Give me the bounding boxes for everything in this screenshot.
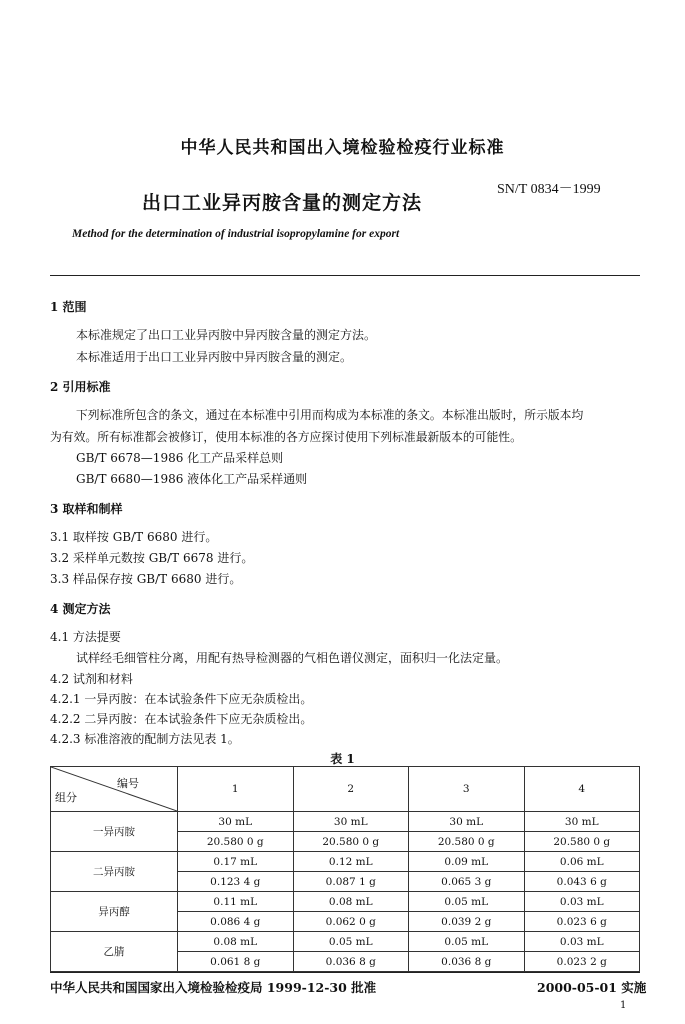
table-cell: 30 mL bbox=[178, 812, 294, 832]
section-2-paragraph-line-2: 为有效。所有标准都会被修订，使用本标准的各方应探讨使用下列标准最新版本的可能性。 bbox=[50, 430, 522, 444]
footer-rule bbox=[50, 972, 640, 973]
table-row bbox=[51, 892, 640, 912]
standard-solution-table bbox=[50, 766, 640, 972]
table-cell: 0.061 8 g bbox=[178, 952, 294, 972]
table-1-caption: 表 1 bbox=[330, 752, 355, 766]
clause-4-2-1: 4.2.1 一异丙胺：在本试验条件下应无杂质检出。 bbox=[50, 692, 313, 706]
table-cell: 0.123 4 g bbox=[178, 872, 294, 892]
clause-4-2: 4.2 试剂和材料 bbox=[50, 672, 133, 686]
table-cell: 0.05 mL bbox=[409, 932, 525, 952]
table-cell: 0.039 2 g bbox=[409, 912, 525, 932]
implementation-date: 2000-05-01 实施 bbox=[537, 980, 647, 995]
table-cell: 0.023 2 g bbox=[524, 952, 640, 972]
table-row bbox=[51, 812, 640, 832]
table-cell: 0.086 4 g bbox=[178, 912, 294, 932]
clause-4-2-2: 4.2.2 二异丙胺：在本试验条件下应无杂质检出。 bbox=[50, 712, 313, 726]
document-title: 出口工业异丙胺含量的测定方法 bbox=[142, 192, 423, 214]
column-header-4: 4 bbox=[524, 767, 640, 812]
section-1-paragraph-2: 本标准适用于出口工业异丙胺中异丙胺含量的测定。 bbox=[76, 350, 353, 364]
table-cell: 0.036 8 g bbox=[293, 952, 409, 972]
standard-code: SN/T 0834－1999 bbox=[497, 182, 601, 197]
table-cell: 0.065 3 g bbox=[409, 872, 525, 892]
table-cell: 0.09 mL bbox=[409, 852, 525, 872]
table-cell: 0.036 8 g bbox=[409, 952, 525, 972]
column-header-1: 1 bbox=[178, 767, 294, 812]
table-row bbox=[51, 932, 640, 952]
table-cell: 0.05 mL bbox=[409, 892, 525, 912]
table-cell: 0.08 mL bbox=[178, 932, 294, 952]
clause-3-1: 3.1 取样按 GB/T 6680 进行。 bbox=[50, 530, 218, 544]
table-cell: 20.580 0 g bbox=[178, 832, 294, 852]
table-cell: 30 mL bbox=[409, 812, 525, 832]
table-cell: 20.580 0 g bbox=[524, 832, 640, 852]
table-header-row bbox=[51, 767, 640, 812]
column-header-2: 2 bbox=[293, 767, 409, 812]
corner-label-number: 编号 bbox=[117, 777, 139, 790]
column-header-3: 3 bbox=[409, 767, 525, 812]
table-cell: 0.03 mL bbox=[524, 892, 640, 912]
table-cell: 0.03 mL bbox=[524, 932, 640, 952]
section-2-paragraph-line-1: 下列标准所包含的条文，通过在本标准中引用而构成为本标准的条文。本标准出版时，所示版本均 bbox=[76, 408, 584, 422]
row-label: 一异丙胺 bbox=[51, 812, 178, 852]
table-row bbox=[51, 852, 640, 872]
page-number: 1 bbox=[620, 1000, 627, 1011]
table-cell: 30 mL bbox=[293, 812, 409, 832]
industry-standard-title: 中华人民共和国出入境检验检疫行业标准 bbox=[180, 138, 505, 158]
approval-statement: 中华人民共和国国家出入境检验检疫局 1999-12-30 批准 bbox=[50, 980, 377, 995]
section-2-heading: 2 引用标准 bbox=[50, 380, 111, 394]
table-cell: 0.11 mL bbox=[178, 892, 294, 912]
row-label: 乙腈 bbox=[51, 932, 178, 972]
row-label: 异丙醇 bbox=[51, 892, 178, 932]
table-cell: 20.580 0 g bbox=[293, 832, 409, 852]
table-cell: 20.580 0 g bbox=[409, 832, 525, 852]
table-cell: 0.17 mL bbox=[178, 852, 294, 872]
table-cell: 0.08 mL bbox=[293, 892, 409, 912]
table-cell: 0.06 mL bbox=[524, 852, 640, 872]
clause-3-2: 3.2 采样单元数按 GB/T 6678 进行。 bbox=[50, 551, 254, 565]
section-4-heading: 4 测定方法 bbox=[50, 602, 111, 616]
table-cell: 30 mL bbox=[524, 812, 640, 832]
clause-4-2-3: 4.2.3 标准溶液的配制方法见表 1。 bbox=[50, 732, 240, 746]
clause-4-1-paragraph: 试样经毛细管柱分离，用配有热导检测器的气相色谱仪测定，面积归一化法定量。 bbox=[76, 651, 509, 665]
corner-label-component: 组分 bbox=[55, 791, 77, 804]
clause-3-3: 3.3 样品保存按 GB/T 6680 进行。 bbox=[50, 572, 242, 586]
clause-4-1: 4.1 方法提要 bbox=[50, 630, 121, 644]
table-cell: 0.12 mL bbox=[293, 852, 409, 872]
english-title: Method for the determination of industrial isopropylamine for export bbox=[72, 228, 400, 240]
table-corner-cell bbox=[51, 767, 178, 812]
table-cell: 0.087 1 g bbox=[293, 872, 409, 892]
section-3-heading: 3 取样和制样 bbox=[50, 502, 123, 516]
table-cell: 0.023 6 g bbox=[524, 912, 640, 932]
reference-gb-6678: GB/T 6678—1986 化工产品采样总则 bbox=[76, 451, 284, 465]
section-1-paragraph-1: 本标准规定了出口工业异丙胺中异丙胺含量的测定方法。 bbox=[76, 328, 377, 342]
table-cell: 0.043 6 g bbox=[524, 872, 640, 892]
table-cell: 0.062 0 g bbox=[293, 912, 409, 932]
header-rule bbox=[50, 275, 640, 276]
reference-gb-6680: GB/T 6680—1986 液体化工产品采样通则 bbox=[76, 472, 308, 486]
section-1-heading: 1 范围 bbox=[50, 300, 87, 314]
row-label: 二异丙胺 bbox=[51, 852, 178, 892]
table-cell: 0.05 mL bbox=[293, 932, 409, 952]
